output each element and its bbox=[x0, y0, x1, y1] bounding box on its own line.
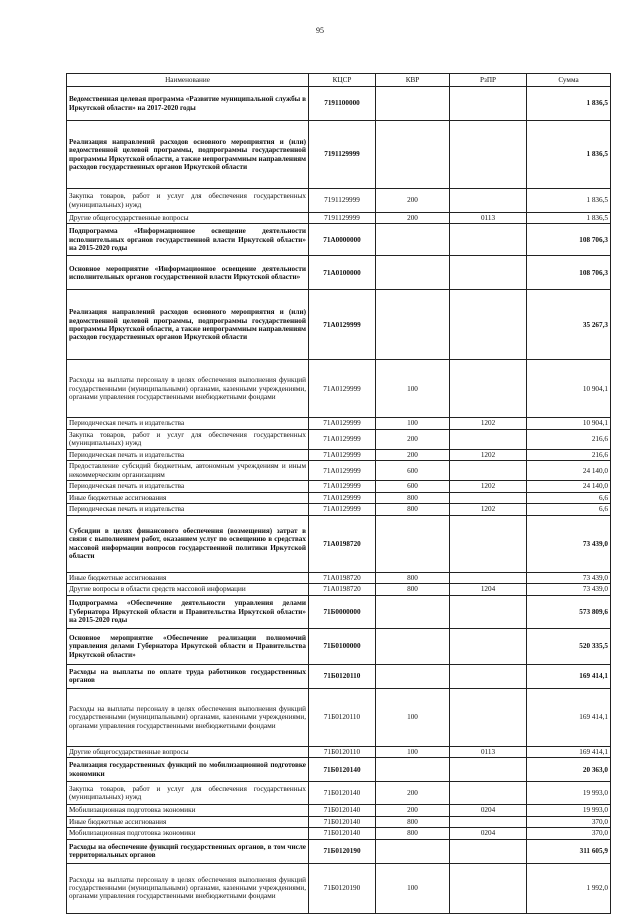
table-row bbox=[67, 688, 611, 746]
cell-kcsr: 71А0198720 bbox=[309, 584, 376, 595]
table-row bbox=[67, 595, 611, 628]
table-row bbox=[67, 481, 611, 492]
cell-sum: 24 140,0 bbox=[527, 481, 611, 492]
cell-kcsr: 71А0129999 bbox=[309, 418, 376, 429]
page-number: 95 bbox=[316, 26, 324, 35]
cell-sum: 73 439,0 bbox=[527, 584, 611, 595]
cell-name: Реализация направлений расходов основного мероприятия и (или) ведомственной целевой программы, подпрограммы государственной программы Иркутской области, а также непрограммным направлениям расходов государственных органов Иркутской области bbox=[67, 290, 309, 360]
cell-kcsr: 71А0129999 bbox=[309, 504, 376, 515]
cell-rzpr bbox=[450, 87, 527, 121]
cell-name: Закупка товаров, работ и услуг для обеспечения государственных (муниципальных) нужд bbox=[67, 429, 309, 449]
table-row bbox=[67, 816, 611, 827]
cell-kvr bbox=[376, 290, 450, 360]
cell-sum: 24 140,0 bbox=[527, 461, 611, 481]
cell-rzpr: 0204 bbox=[450, 828, 527, 839]
cell-rzpr bbox=[450, 256, 527, 290]
table-row bbox=[67, 461, 611, 481]
cell-sum: 216,6 bbox=[527, 429, 611, 449]
cell-kvr: 800 bbox=[376, 584, 450, 595]
cell-kcsr: 71А0129999 bbox=[309, 449, 376, 460]
table-row bbox=[67, 828, 611, 839]
cell-sum: 1 836,5 bbox=[527, 213, 611, 224]
cell-rzpr bbox=[450, 758, 527, 782]
cell-kcsr: 71Б0120110 bbox=[309, 664, 376, 688]
cell-rzpr bbox=[450, 360, 527, 418]
cell-kcsr: 71Б0100000 bbox=[309, 628, 376, 664]
cell-sum: 19 993,0 bbox=[527, 782, 611, 805]
cell-name: Субсидии в целях финансового обеспечения (возмещения) затрат в связи с выполнением работ, оказанием услуг по освещению в средствах массовой информации вопросов государственной политики Иркутской области bbox=[67, 515, 309, 572]
cell-kvr bbox=[376, 256, 450, 290]
cell-name: Периодическая печать и издательства bbox=[67, 481, 309, 492]
table-row bbox=[67, 418, 611, 429]
cell-sum: 520 335,5 bbox=[527, 628, 611, 664]
cell-name: Подпрограмма «Информационное освещение деятельности исполнительных органов государственной власти Иркутской области» на 2015-2020 годы bbox=[67, 224, 309, 256]
cell-kcsr: 71Б0120140 bbox=[309, 805, 376, 816]
table-row bbox=[67, 805, 611, 816]
cell-sum: 1 836,5 bbox=[527, 121, 611, 189]
cell-sum: 19 993,0 bbox=[527, 805, 611, 816]
cell-kvr: 200 bbox=[376, 449, 450, 460]
cell-kvr: 600 bbox=[376, 461, 450, 481]
cell-kcsr: 71Б0120190 bbox=[309, 863, 376, 913]
cell-kvr: 200 bbox=[376, 429, 450, 449]
table-header bbox=[67, 74, 611, 87]
cell-sum: 20 363,0 bbox=[527, 758, 611, 782]
cell-sum: 73 439,0 bbox=[527, 572, 611, 583]
cell-kcsr: 71Б0120110 bbox=[309, 688, 376, 746]
cell-sum: 35 267,3 bbox=[527, 290, 611, 360]
cell-rzpr: 1202 bbox=[450, 418, 527, 429]
cell-name: Подпрограмма «Обеспечение деятельности управления делами Губернатора Иркутской области и Правительства Иркутской области» на 2015-2020 годы bbox=[67, 595, 309, 628]
table-row bbox=[67, 224, 611, 256]
table-row bbox=[67, 256, 611, 290]
cell-name: Иные бюджетные ассигнования bbox=[67, 492, 309, 503]
cell-rzpr: 1204 bbox=[450, 584, 527, 595]
header-kcsr: КЦСР bbox=[309, 74, 376, 87]
cell-kvr bbox=[376, 224, 450, 256]
cell-kvr: 800 bbox=[376, 492, 450, 503]
cell-kcsr: 71А0198720 bbox=[309, 515, 376, 572]
header-kvr: КВР bbox=[376, 74, 450, 87]
cell-name: Периодическая печать и издательства bbox=[67, 504, 309, 515]
cell-kcsr: 71Б0120110 bbox=[309, 746, 376, 757]
cell-name: Основное мероприятие «Информационное освещение деятельности исполнительных органов государственной власти Иркутской области» bbox=[67, 256, 309, 290]
table-row bbox=[67, 492, 611, 503]
cell-sum: 108 706,3 bbox=[527, 224, 611, 256]
cell-name: Реализация государственных функций по мобилизационной подготовке экономики bbox=[67, 758, 309, 782]
cell-kcsr: 71Б0120190 bbox=[309, 839, 376, 863]
cell-name: Расходы на выплаты персоналу в целях обеспечения выполнения функций государственными (муниципальными) органами, казенными учреждениями, органами управления государственными внебюджетными фондами bbox=[67, 863, 309, 913]
table-row bbox=[67, 758, 611, 782]
cell-name: Основное мероприятие «Обеспечение реализации полномочий управления делами Губернатора Иркутской области и Правительства Иркутской области» bbox=[67, 628, 309, 664]
table-row bbox=[67, 839, 611, 863]
cell-sum: 10 904,1 bbox=[527, 418, 611, 429]
cell-name: Закупка товаров, работ и услуг для обеспечения государственных (муниципальных) нужд bbox=[67, 782, 309, 805]
cell-name: Периодическая печать и издательства bbox=[67, 418, 309, 429]
cell-rzpr bbox=[450, 429, 527, 449]
header-name: Наименование bbox=[67, 74, 309, 87]
cell-kcsr: 71А0129999 bbox=[309, 429, 376, 449]
cell-sum: 370,0 bbox=[527, 828, 611, 839]
cell-kvr: 200 bbox=[376, 805, 450, 816]
table-row bbox=[67, 429, 611, 449]
cell-rzpr bbox=[450, 189, 527, 213]
cell-rzpr: 0113 bbox=[450, 213, 527, 224]
cell-kvr: 800 bbox=[376, 504, 450, 515]
cell-kcsr: 71Б0120140 bbox=[309, 816, 376, 827]
cell-name: Расходы на выплаты персоналу в целях обеспечения выполнения функций государственными (муниципальными) органами, казенными учреждениями, органами управления государственными внебюджетными фондами bbox=[67, 688, 309, 746]
cell-name: Другие вопросы в области средств массовой информации bbox=[67, 584, 309, 595]
cell-rzpr bbox=[450, 688, 527, 746]
cell-kcsr: 71Б0120140 bbox=[309, 758, 376, 782]
table-row bbox=[67, 863, 611, 913]
cell-kcsr: 71А0129999 bbox=[309, 492, 376, 503]
cell-rzpr bbox=[450, 461, 527, 481]
table-row bbox=[67, 515, 611, 572]
cell-kcsr: 71А0129999 bbox=[309, 481, 376, 492]
cell-kcsr: 71А0129999 bbox=[309, 360, 376, 418]
table-row bbox=[67, 121, 611, 189]
cell-kvr: 100 bbox=[376, 746, 450, 757]
table-body bbox=[67, 87, 611, 914]
cell-sum: 1 836,5 bbox=[527, 189, 611, 213]
cell-sum: 573 809,6 bbox=[527, 595, 611, 628]
cell-name: Расходы на обеспечение функций государственных органов, в том числе территориальных органов bbox=[67, 839, 309, 863]
table-row bbox=[67, 213, 611, 224]
cell-rzpr bbox=[450, 572, 527, 583]
cell-kvr bbox=[376, 595, 450, 628]
cell-sum: 216,6 bbox=[527, 449, 611, 460]
cell-kvr bbox=[376, 515, 450, 572]
cell-rzpr bbox=[450, 816, 527, 827]
cell-sum: 370,0 bbox=[527, 816, 611, 827]
cell-rzpr: 1202 bbox=[450, 504, 527, 515]
cell-sum: 311 605,9 bbox=[527, 839, 611, 863]
cell-name: Мобилизационная подготовка экономики bbox=[67, 805, 309, 816]
cell-kvr bbox=[376, 87, 450, 121]
table-row bbox=[67, 449, 611, 460]
table-row bbox=[67, 628, 611, 664]
table-row bbox=[67, 290, 611, 360]
cell-kcsr: 71А0129999 bbox=[309, 461, 376, 481]
cell-kvr bbox=[376, 628, 450, 664]
cell-kvr: 200 bbox=[376, 213, 450, 224]
cell-rzpr bbox=[450, 121, 527, 189]
table-row bbox=[67, 87, 611, 121]
table-row bbox=[67, 664, 611, 688]
cell-rzpr bbox=[450, 595, 527, 628]
cell-kcsr: 71Б0120140 bbox=[309, 828, 376, 839]
cell-name: Иные бюджетные ассигнования bbox=[67, 572, 309, 583]
table-row bbox=[67, 504, 611, 515]
cell-kvr bbox=[376, 758, 450, 782]
cell-kcsr: 71Б0120140 bbox=[309, 782, 376, 805]
cell-kvr: 600 bbox=[376, 481, 450, 492]
cell-name: Другие общегосударственные вопросы bbox=[67, 213, 309, 224]
cell-kvr bbox=[376, 839, 450, 863]
cell-kvr bbox=[376, 121, 450, 189]
cell-sum: 1 992,0 bbox=[527, 863, 611, 913]
cell-name: Расходы на выплаты персоналу в целях обеспечения выполнения функций государственными (муниципальными) органами, казенными учреждениями, органами управления государственными внебюджетными фондами bbox=[67, 360, 309, 418]
cell-kcsr: 7191129999 bbox=[309, 121, 376, 189]
cell-rzpr bbox=[450, 492, 527, 503]
cell-kvr: 100 bbox=[376, 688, 450, 746]
cell-kvr: 800 bbox=[376, 828, 450, 839]
cell-kcsr: 71А0100000 bbox=[309, 256, 376, 290]
cell-rzpr bbox=[450, 290, 527, 360]
cell-name: Ведомственная целевая программа «Развитие муниципальной службы в Иркутской области» на 2017-2020 годы bbox=[67, 87, 309, 121]
cell-sum: 6,6 bbox=[527, 504, 611, 515]
table-row bbox=[67, 360, 611, 418]
cell-kcsr: 7191129999 bbox=[309, 213, 376, 224]
header-sum: Сумма bbox=[527, 74, 611, 87]
budget-table bbox=[66, 73, 611, 914]
cell-kcsr: 71А0198720 bbox=[309, 572, 376, 583]
cell-rzpr: 1202 bbox=[450, 481, 527, 492]
cell-sum: 169 414,1 bbox=[527, 664, 611, 688]
cell-kvr: 100 bbox=[376, 418, 450, 429]
cell-sum: 73 439,0 bbox=[527, 515, 611, 572]
cell-rzpr: 0113 bbox=[450, 746, 527, 757]
cell-sum: 169 414,1 bbox=[527, 688, 611, 746]
cell-name: Периодическая печать и издательства bbox=[67, 449, 309, 460]
cell-rzpr: 0204 bbox=[450, 805, 527, 816]
cell-sum: 1 836,5 bbox=[527, 87, 611, 121]
cell-kvr: 100 bbox=[376, 360, 450, 418]
cell-kcsr: 71А0000000 bbox=[309, 224, 376, 256]
cell-rzpr bbox=[450, 863, 527, 913]
cell-kvr bbox=[376, 664, 450, 688]
cell-kvr: 800 bbox=[376, 816, 450, 827]
cell-sum: 10 904,1 bbox=[527, 360, 611, 418]
cell-kvr: 100 bbox=[376, 863, 450, 913]
table-row bbox=[67, 572, 611, 583]
cell-rzpr bbox=[450, 224, 527, 256]
table-row bbox=[67, 189, 611, 213]
cell-rzpr bbox=[450, 515, 527, 572]
cell-name: Иные бюджетные ассигнования bbox=[67, 816, 309, 827]
table-row bbox=[67, 782, 611, 805]
cell-sum: 169 414,1 bbox=[527, 746, 611, 757]
cell-name: Расходы на выплаты по оплате труда работников государственных органов bbox=[67, 664, 309, 688]
cell-name: Мобилизационная подготовка экономики bbox=[67, 828, 309, 839]
cell-rzpr: 1202 bbox=[450, 449, 527, 460]
cell-name: Закупка товаров, работ и услуг для обеспечения государственных (муниципальных) нужд bbox=[67, 189, 309, 213]
cell-name: Другие общегосударственные вопросы bbox=[67, 746, 309, 757]
table-row bbox=[67, 746, 611, 757]
cell-kcsr: 71А0129999 bbox=[309, 290, 376, 360]
cell-kvr: 200 bbox=[376, 782, 450, 805]
cell-kcsr: 7191129999 bbox=[309, 189, 376, 213]
cell-name: Реализация направлений расходов основного мероприятия и (или) ведомственной целевой программы, подпрограммы государственной программы Иркутской области, а также непрограммным направлениям расходов государственных органов Иркутской области bbox=[67, 121, 309, 189]
cell-kvr: 200 bbox=[376, 189, 450, 213]
cell-rzpr bbox=[450, 839, 527, 863]
cell-kcsr: 7191100000 bbox=[309, 87, 376, 121]
cell-kcsr: 71Б0000000 bbox=[309, 595, 376, 628]
header-rzpr: РзПР bbox=[450, 74, 527, 87]
cell-rzpr bbox=[450, 782, 527, 805]
cell-kvr: 800 bbox=[376, 572, 450, 583]
cell-sum: 108 706,3 bbox=[527, 256, 611, 290]
cell-rzpr bbox=[450, 628, 527, 664]
cell-rzpr bbox=[450, 664, 527, 688]
table-row bbox=[67, 584, 611, 595]
cell-name: Предоставление субсидий бюджетным, автономным учреждениям и иным некоммерческим организациям bbox=[67, 461, 309, 481]
cell-sum: 6,6 bbox=[527, 492, 611, 503]
